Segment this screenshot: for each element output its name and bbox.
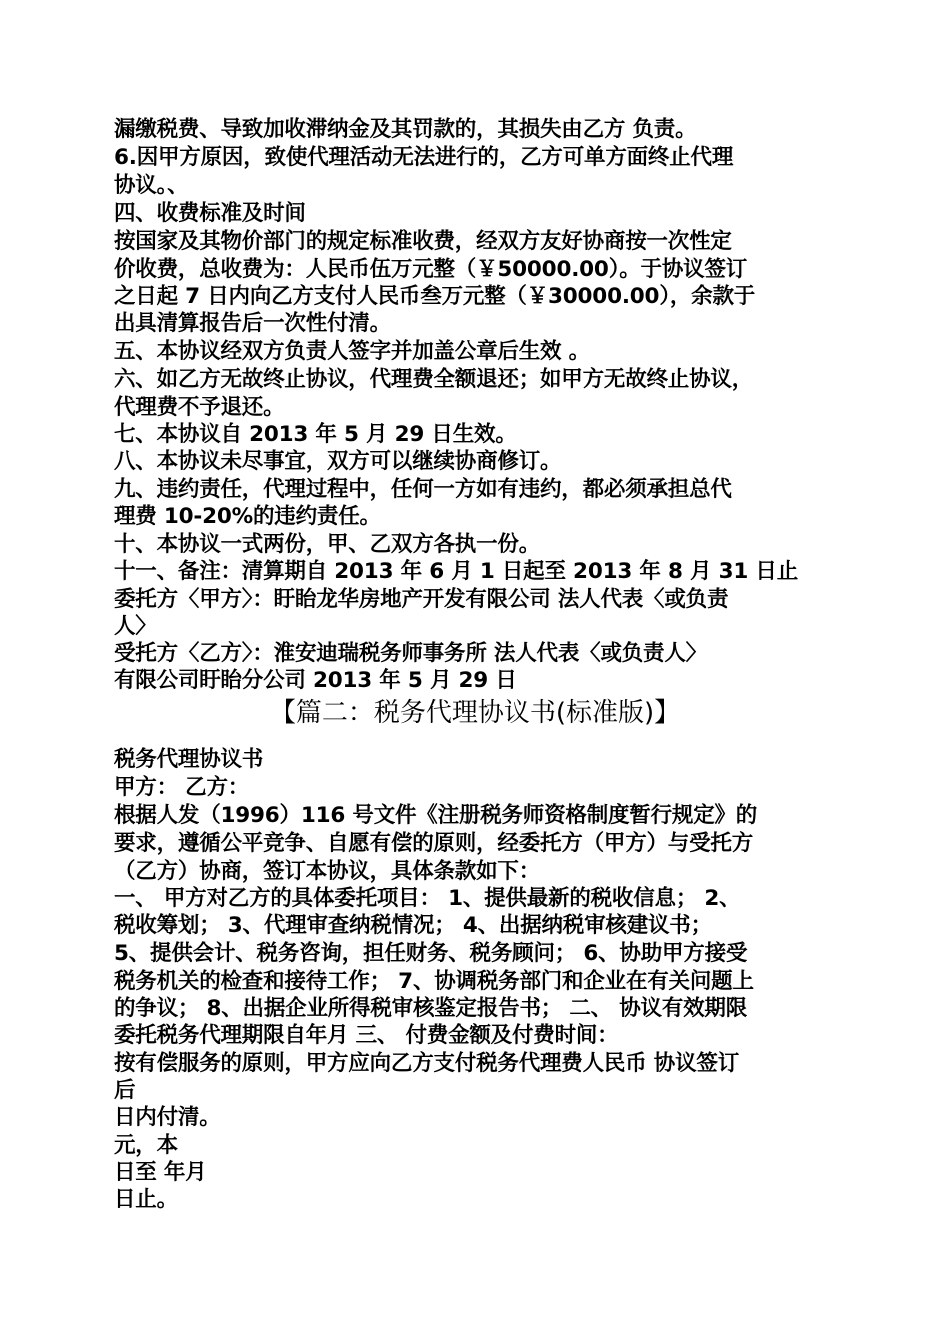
section-heading: 【篇二：税务代理协议书(标准版)】 <box>269 698 681 728</box>
text-line: 十、本协议一式两份，甲、乙双方各执一份。 <box>114 532 541 557</box>
text-line: 七、本协议自 2013 年 5 月 29 日生效。 <box>114 422 517 447</box>
text-line: 日至 年月 <box>114 1160 207 1185</box>
text-line: 委托方〈甲方〉：盱眙龙华房地产开发有限公司 法人代表〈或负责 <box>114 587 729 612</box>
text-line: 出具清算报告后一次性付清。 <box>114 311 391 336</box>
text-line: 理费 10-20%的违约责任。 <box>114 504 381 529</box>
text-line: 5、提供会计、税务咨询，担任财务、税务顾问； 6、协助甲方接受 <box>114 941 748 966</box>
text-line: 一、 甲方对乙方的具体委托项目： 1、提供最新的税收信息； 2、 <box>114 886 741 911</box>
text-line: 元，本 <box>114 1133 178 1158</box>
text-line: 五、本协议经双方负责人签字并加盖公章后生效 。 <box>114 339 590 364</box>
text-line: 要求，遵循公平竞争、自愿有偿的原则，经委托方（甲方）与受托方 <box>114 831 754 856</box>
text-line: 的争议； 8、出据企业所得税审核鉴定报告书； 二、 协议有效期限 <box>114 996 748 1021</box>
text-line: 按有偿服务的原则，甲方应向乙方支付税务代理费人民币 协议签订 <box>114 1051 739 1076</box>
text-line: 税务机关的检查和接待工作； 7、协调税务部门和企业在有关问题上 <box>114 969 754 994</box>
text-line: 漏缴税费、导致加收滞纳金及其罚款的，其损失由乙方 负责。 <box>114 117 697 142</box>
text-line: 委托税务代理期限自年月 三、 付费金额及付费时间： <box>114 1023 619 1048</box>
text-line: 人〉 <box>114 614 157 639</box>
text-line: 九、违约责任，代理过程中，任何一方如有违约，都必须承担总代 <box>114 477 732 502</box>
text-line: 甲方： 乙方： <box>114 775 250 800</box>
text-line: 有限公司盱眙分公司 2013 年 5 月 29 日 <box>114 668 517 693</box>
text-line: 代理费不予退还。 <box>114 395 285 420</box>
text-line: 税务代理协议书 <box>114 747 264 772</box>
text-line: 根据人发（1996）116 号文件《注册税务师资格制度暂行规定》的 <box>114 803 758 828</box>
text-line: （乙方）协商，签订本协议，具体条款如下： <box>114 859 541 884</box>
text-line: 协议。、 <box>114 173 189 198</box>
text-line: 税收筹划； 3、代理审查纳税情况； 4、出据纳税审核建议书； <box>114 913 712 938</box>
text-line: 受托方〈乙方〉：淮安迪瑞税务师事务所 法人代表〈或负责人〉 <box>114 641 707 666</box>
text-line: 价收费，总收费为：人民币伍万元整（￥50000.00）。于协议签订 <box>114 257 748 282</box>
text-line: 按国家及其物价部门的规定标准收费，经双方友好协商按一次性定 <box>114 229 732 254</box>
text-line: 后 <box>114 1078 136 1103</box>
text-line: 四、收费标准及时间 <box>114 201 306 226</box>
text-line: 八、本协议未尽事宜，双方可以继续协商修订。 <box>114 449 562 474</box>
text-line: 六、如乙方无故终止协议，代理费全额退还；如甲方无故终止协议， <box>114 367 754 392</box>
text-line: 十一、备注：清算期自 2013 年 6 月 1 日起至 2013 年 8 月 31 日止 <box>114 559 798 584</box>
text-line: 日止。 <box>114 1187 178 1212</box>
text-line: 6.因甲方原因，致使代理活动无法进行的，乙方可单方面终止代理 <box>114 145 734 170</box>
text-line: 之日起 7 日内向乙方支付人民币叁万元整（￥30000.00），余款于 <box>114 284 756 309</box>
text-line: 日内付清。 <box>114 1105 221 1130</box>
